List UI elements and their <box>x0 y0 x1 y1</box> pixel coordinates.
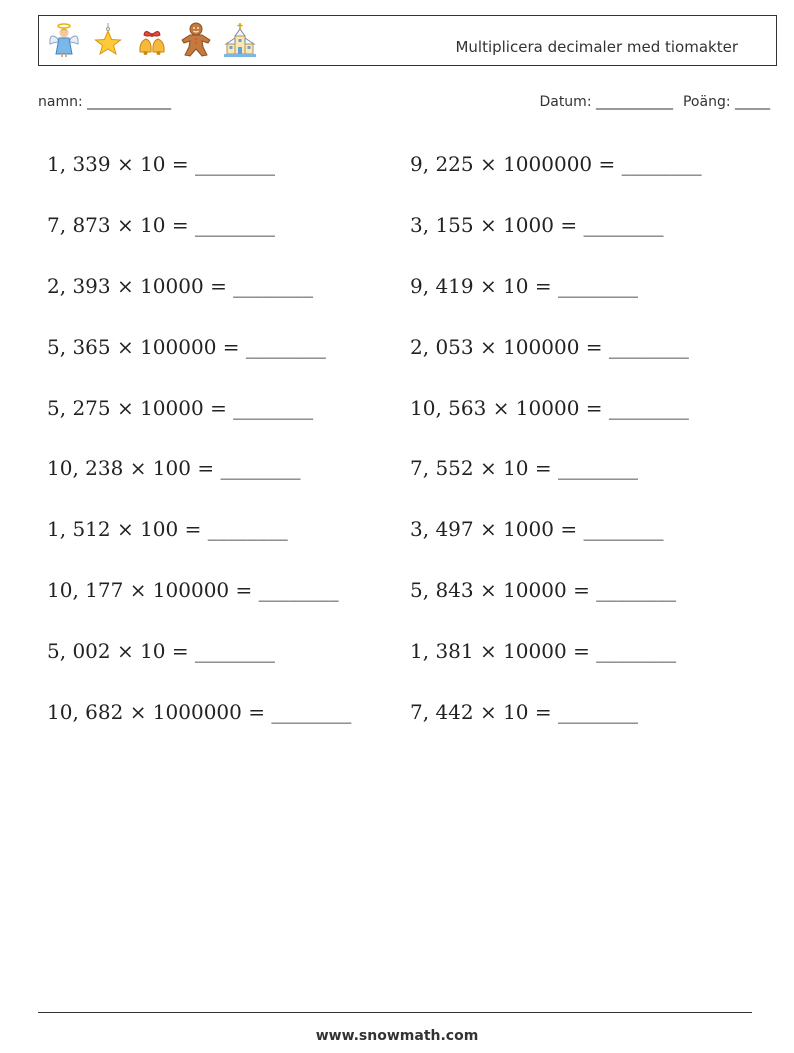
problem-right-4: 2, 053 × 100000 = ________ <box>410 335 689 359</box>
footer-divider <box>38 1012 752 1013</box>
date-field: Datum: ___________ <box>539 94 673 110</box>
worksheet-header <box>38 15 777 66</box>
problem-left-9: 5, 002 × 10 = ________ <box>47 639 276 663</box>
page-title: Multiplicera decimaler med tiomakter <box>455 38 738 56</box>
problem-right-6: 7, 552 × 10 = ________ <box>410 456 639 480</box>
problem-left-1: 1, 339 × 10 = ________ <box>47 152 276 176</box>
problem-left-2: 7, 873 × 10 = ________ <box>47 213 276 237</box>
problem-right-3: 9, 419 × 10 = ________ <box>410 274 639 298</box>
problem-left-3: 2, 393 × 10000 = ________ <box>47 274 314 298</box>
angel-icon <box>47 22 81 58</box>
score-field: Poäng: _____ <box>682 94 770 110</box>
problem-left-10: 10, 682 × 1000000 = ________ <box>47 700 352 724</box>
problem-right-5: 10, 563 × 10000 = ________ <box>410 396 689 420</box>
problem-right-1: 9, 225 × 1000000 = ________ <box>410 152 702 176</box>
snowy-church-icon <box>223 22 257 58</box>
problem-right-8: 5, 843 × 10000 = ________ <box>410 578 677 602</box>
problem-left-4: 5, 365 × 100000 = ________ <box>47 335 326 359</box>
problem-left-7: 1, 512 × 100 = ________ <box>47 517 288 541</box>
header-icons <box>47 22 257 58</box>
problem-left-8: 10, 177 × 100000 = ________ <box>47 578 339 602</box>
problem-left-5: 5, 275 × 10000 = ________ <box>47 396 314 420</box>
footer-site: www.snowmath.com <box>315 1028 479 1044</box>
problem-right-2: 3, 155 × 1000 = ________ <box>410 213 664 237</box>
name-field: namn: ____________ <box>38 94 172 110</box>
date-score-fields <box>539 94 770 110</box>
star-ornament-icon <box>91 22 125 58</box>
problem-left-6: 10, 238 × 100 = ________ <box>47 456 301 480</box>
problem-right-9: 1, 381 × 10000 = ________ <box>410 639 677 663</box>
gingerbread-man-icon <box>179 22 213 58</box>
christmas-bells-icon <box>135 22 169 58</box>
problem-right-10: 7, 442 × 10 = ________ <box>410 700 639 724</box>
problem-right-7: 3, 497 × 1000 = ________ <box>410 517 664 541</box>
